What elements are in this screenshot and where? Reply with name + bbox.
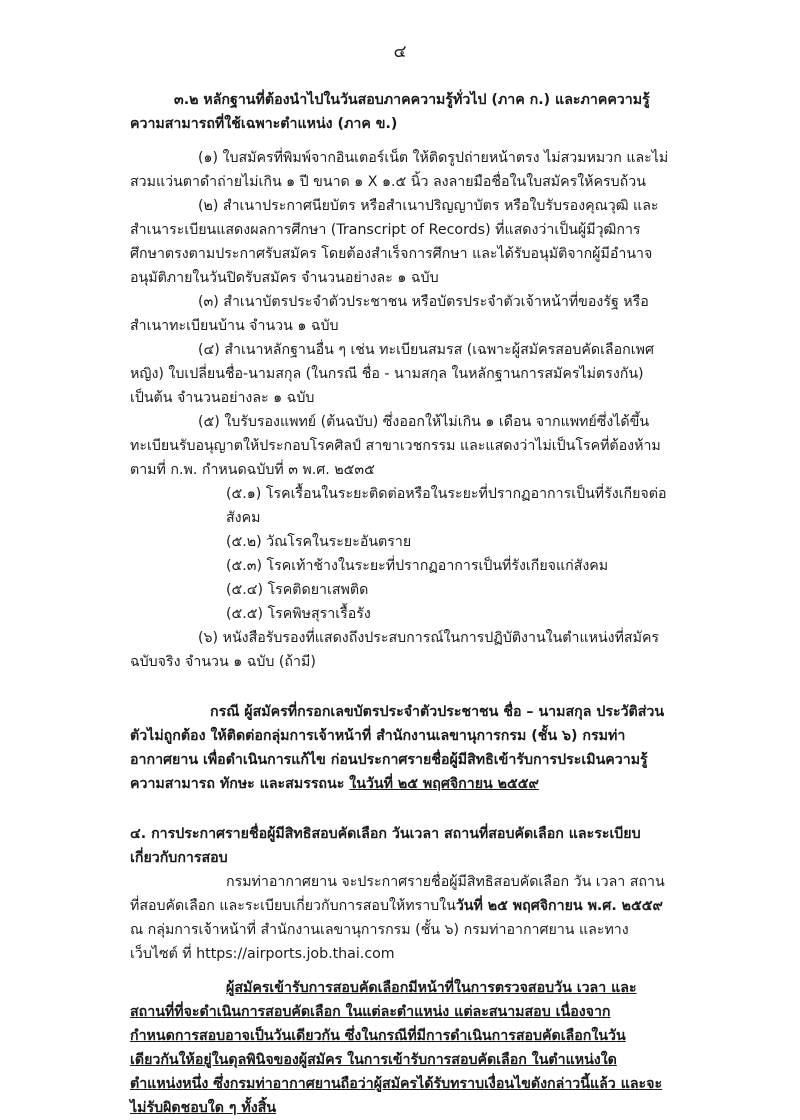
section-4-body	[130, 870, 670, 966]
document-body	[130, 88, 670, 1120]
disease-5-5: (๕.๕) โรคพิษสุราเรื้อรัง	[226, 606, 371, 622]
disease-5-3: (๕.๓) โรคเท้าช้างในระยะที่ปรากฏอาการเป็นที่รังเกียจแก่สังคม	[226, 558, 609, 574]
section-4-body-1: กรมท่าอากาศยาน จะประกาศรายชื่อผู้มีสิทธิสอบคัดเลือก วัน เวลา สถานที่สอบคัดเลือก และระเบียบเกี่ยวกับการสอบให้ทราบใน	[130, 874, 665, 914]
disease-5-4: (๕.๔) โรคติดยาเสพติด	[226, 582, 369, 598]
notice-paragraph	[130, 700, 670, 796]
section-4-body-2: ณ กลุ่มการเจ้าหน้าที่ สำนักงานเลขานุการกรม (ชั้น ๖) กรมท่าอากาศยาน และทางเว็บไซต์ ที่	[130, 922, 629, 962]
disease-5-2: (๕.๒) วัณโรคในระยะอันตราย	[226, 534, 412, 550]
item-6: (๖) หนังสือรับรองที่แสดงถึงประสบการณ์ในการปฏิบัติงานในตำแหน่งที่สมัครฉบับจริง จำนวน ๑ ฉบับ (ถ้ามี)	[130, 630, 660, 670]
item-3: (๓) สำเนาบัตรประจำตัวประชาชน หรือบัตรประจำตัวเจ้าหน้าที่ของรัฐ หรือสำเนาทะเบียนบ้าน จำนวน ๑ ฉบับ	[130, 294, 649, 334]
page-number: ๔	[393, 42, 407, 62]
warning-paragraph: ผู้สมัครเข้ารับการสอบคัดเลือกมีหน้าที่ในการตรวจสอบวัน เวลา และสถานที่ที่จะดำเนินการสอบคัดเลือก ในแต่ละตำแหน่ง แต่ละสนามสอบ เนื่องจากกำหนดการสอบอาจเป็นวันเดียวกัน ซึ่งในกรณีที่มีการดำเนินการสอบคัดเลือกในวันเดียวกันให้อยู่ในดุลพินิจของผู้สมัคร ในการเข้ารับการสอบคัดเลือก ในตำแหน่งใด ตำแหน่งหนึ่ง ซึ่งกรมท่าอากาศยานถือว่าผู้สมัครได้รับทราบเงื่อนไขดังกล่าวนี้แล้ว และจะไม่รับผิดชอบใด ๆ ทั้งสิ้น	[130, 980, 663, 1116]
notice-date: ในวันที่ ๒๕ พฤศจิกายน ๒๕๕๙	[349, 776, 539, 792]
notice-text: กรณี ผู้สมัครที่กรอกเลขบัตรประจำตัวประชาชน ชื่อ – นามสกุล ประวัติส่วนตัวไม่ถูกต้อง ให้ติดต่อกลุ่มการเจ้าหน้าที่ สำนักงานเลขานุการกรม (ชั้น ๖) กรมท่าอากาศยาน เพื่อดำเนินการแก้ไข ก่อนประกาศรายชื่อผู้มีสิทธิเข้ารับการประเมินความรู้ความสามารถ ทักษะ และสมรรถนะ	[130, 704, 665, 792]
disease-5-1: (๕.๑) โรคเรื้อนในระยะติดต่อหรือในระยะที่ปรากฏอาการเป็นที่รังเกียจต่อสังคม	[226, 486, 667, 526]
item-1: (๑) ใบสมัครที่พิมพ์จากอินเตอร์เน็ต ให้ติดรูปถ่ายหน้าตรง ไม่สวมหมวก และไม่สวมแว่นตาดำถ่ายไม่เกิน ๑ ปี ขนาด ๑ X ๑.๕ นิ้ว ลงลายมือชื่อในใบสมัครให้ครบถ้วน	[130, 150, 669, 190]
section-4-date: วันที่ ๒๕ พฤศจิกายน พ.ศ. ๒๕๕๙	[455, 898, 663, 914]
section-4-heading: ๔. การประกาศรายชื่อผู้มีสิทธิสอบคัดเลือก วันเวลา สถานที่สอบคัดเลือก และระเบียบเกี่ยวกับการสอบ	[130, 826, 641, 866]
section-3-2-heading: ๓.๒ หลักฐานที่ต้องนำไปในวันสอบภาคความรู้ทั่วไป (ภาค ก.) และภาคความรู้ความสามารถที่ใช้เฉพาะตำแหน่ง (ภาค ข.)	[130, 92, 650, 132]
item-4: (๔) สำเนาหลักฐานอื่น ๆ เช่น ทะเบียนสมรส (เฉพาะผู้สมัครสอบคัดเลือกเพศหญิง) ใบเปลี่ยนชื่อ-นามสกุล (ในกรณี ชื่อ - นามสกุล ในหลักฐานการสมัครไม่ตรงกัน) เป็นต้น จำนวนอย่างละ ๑ ฉบับ	[130, 342, 654, 406]
website-url: https://airports.job.thai.com	[196, 946, 395, 962]
item-5: (๕) ใบรับรองแพทย์ (ต้นฉบับ) ซึ่งออกให้ไม่เกิน ๑ เดือน จากแพทย์ซึ่งได้ขึ้นทะเบียนรับอนุญาตให้ประกอบโรคศิลป์ สาขาเวชกรรม และแสดงว่าไม่เป็นโรคที่ต้องห้ามตามที่ ก.พ. กำหนดฉบับที่ ๓ พ.ศ. ๒๕๓๕	[130, 414, 661, 478]
item-2: (๒) สำเนาประกาศนียบัตร หรือสำเนาปริญญาบัตร หรือใบรับรองคุณวุฒิ และสำเนาระเบียนแสดงผลการศึกษา (Transcript of Records) ที่แสดงว่าเป็นผู้มีวุฒิการศึกษาตรงตามประกาศรับสมัคร โดยต้องสำเร็จการศึกษา และได้รับอนุมัติจากผู้มีอำนาจอนุมัติภายในวันปิดรับสมัคร จำนวนอย่างละ ๑ ฉบับ	[130, 198, 659, 286]
